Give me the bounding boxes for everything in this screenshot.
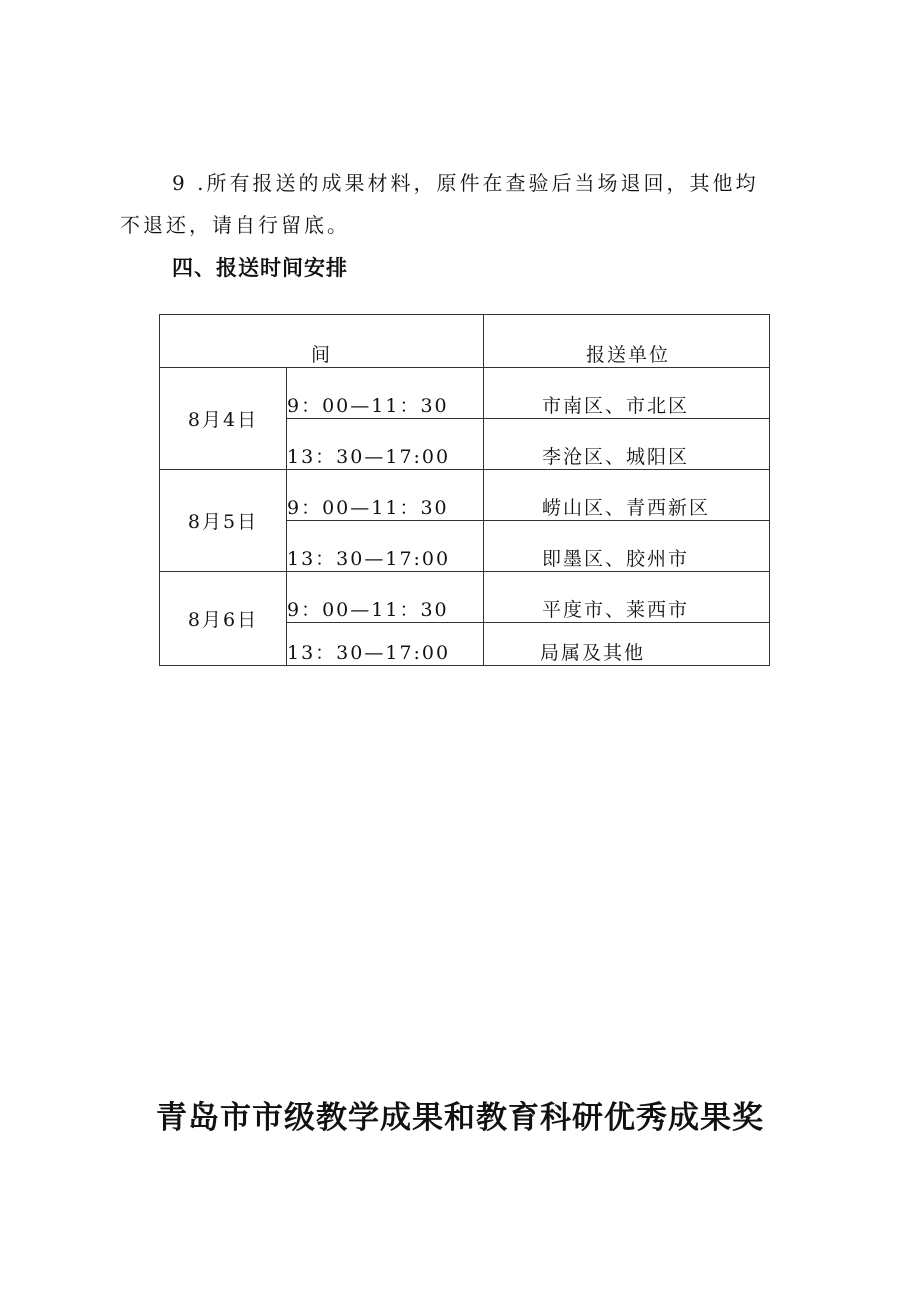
unit-cell: 平度市、莱西市 [484,572,770,623]
time-cell: 13：30—17:00 [287,623,484,666]
schedule-table [159,314,770,666]
time-cell: 9：00—11：30 [287,572,484,623]
time-cell: 13：30—17:00 [287,419,484,470]
unit-cell: 李沧区、城阳区 [484,419,770,470]
date-cell: 8月5日 [160,470,287,572]
header-time: 间 [160,315,484,368]
time-cell: 13：30—17:00 [287,521,484,572]
unit-cell: 即墨区、胶州市 [484,521,770,572]
table-header-row [160,315,770,368]
table-row [160,368,770,419]
next-page-title: 青岛市市级教学成果和教育科研优秀成果奖 [156,1100,764,1136]
time-cell: 9：00—11：30 [287,368,484,419]
item-9-paragraph: 9 .所有报送的成果材料，原件在查验后当场退回，其他均不退还，请自行留底。 [120,171,759,237]
table-row [160,470,770,521]
table-row [160,572,770,623]
date-cell: 8月4日 [160,368,287,470]
unit-cell: 局属及其他 [484,623,770,666]
section-heading: 四、报送时间安排 [172,256,348,280]
unit-cell: 崂山区、青西新区 [484,470,770,521]
time-cell: 9：00—11：30 [287,470,484,521]
date-cell: 8月6日 [160,572,287,666]
header-unit: 报送单位 [484,315,770,368]
unit-cell: 市南区、市北区 [484,368,770,419]
